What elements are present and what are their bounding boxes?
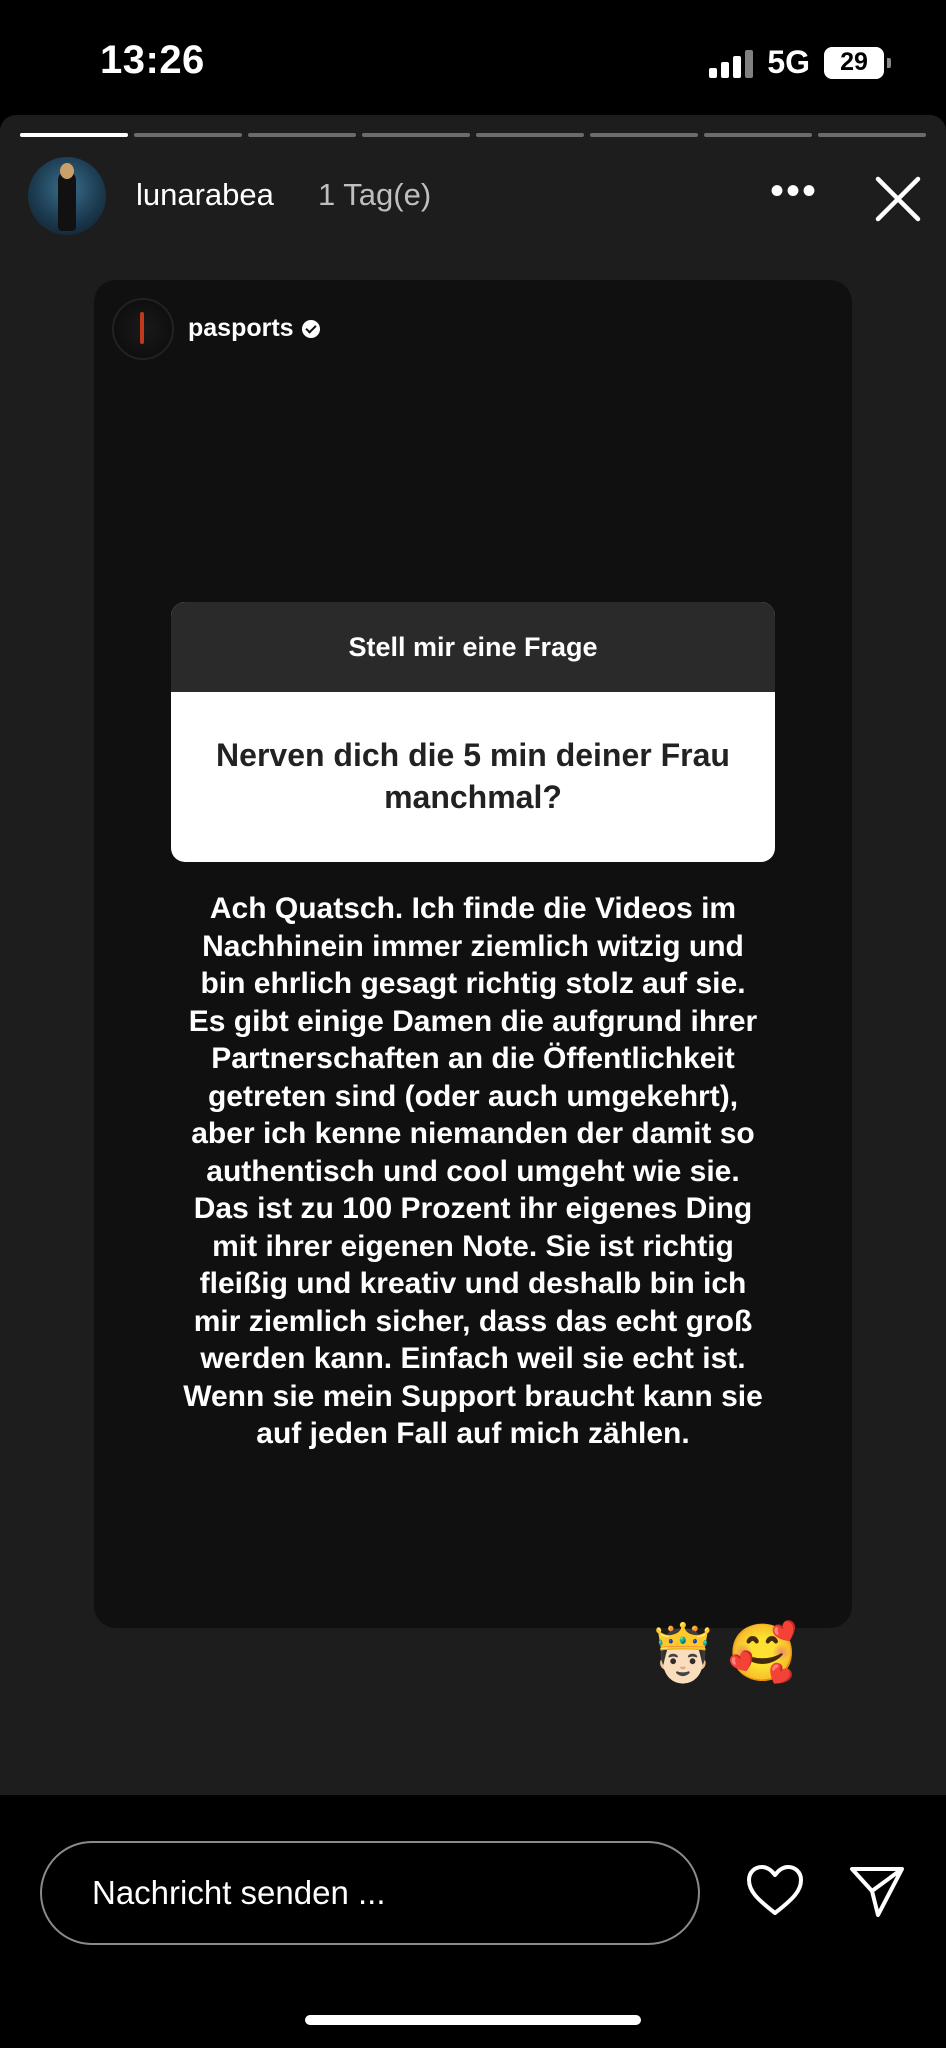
story-progress-segment <box>134 133 242 137</box>
message-input[interactable] <box>40 1841 700 1945</box>
close-icon[interactable] <box>872 173 924 225</box>
status-bar <box>0 0 946 115</box>
story-progress-bar <box>20 133 926 137</box>
battery-level: 29 <box>840 48 868 76</box>
heart-icon[interactable] <box>745 1863 805 1919</box>
question-sticker <box>171 602 775 862</box>
smiling-face-hearts-emoji: 🥰 <box>727 1621 798 1684</box>
home-indicator[interactable] <box>305 2015 641 2025</box>
signal-icon <box>709 48 753 78</box>
question-text: Nerven dich die 5 min deiner Frau manchmal? <box>216 737 730 815</box>
bottom-bar <box>0 1795 946 2048</box>
story-progress-segment <box>476 133 584 137</box>
shared-post-username: pasports <box>188 314 294 342</box>
story-progress-segment <box>818 133 926 137</box>
story-viewer[interactable] <box>0 115 946 1795</box>
story-progress-segment <box>590 133 698 137</box>
answer-text: Ach Quatsch. Ich finde die Videos im Nachhinein immer ziemlich witzig und bin ehrlich gesagt richtig stolz auf sie. Es gibt einige Damen die aufgrund ihrer Partnerschaften an die Öffentlichkeit getreten sind (oder auch umgekehrt), aber ich kenne niemanden der damit so authentisch und cool umgeht wie sie. Das ist zu 100 Prozent ihr eigenes Ding mit ihrer eigenen Note. Sie ist richtig fleißig und kreativ und deshalb bin ich mir ziemlich sicher, dass das echt groß werden kann. Einfach weil sie echt ist. Wenn sie mein Support braucht kann sie auf jeden Fall auf mich zählen. <box>183 892 763 1450</box>
shared-post-avatar <box>112 298 174 360</box>
author-avatar[interactable] <box>28 157 106 235</box>
status-indicators <box>709 44 884 81</box>
verified-badge-icon <box>302 320 320 338</box>
prince-emoji: 🤴🏻 <box>648 1621 718 1684</box>
send-icon[interactable] <box>848 1863 906 1919</box>
more-horizontal-icon[interactable]: ••• <box>770 169 819 213</box>
shared-post-card[interactable] <box>94 280 852 1628</box>
message-placeholder: Nachricht senden ... <box>92 1874 386 1911</box>
network-type: 5G <box>767 44 810 80</box>
author-username[interactable]: lunarabea <box>136 177 274 212</box>
status-time: 13:26 <box>100 38 205 82</box>
story-progress-segment <box>704 133 812 137</box>
battery-icon <box>824 47 884 79</box>
story-reactions <box>648 1621 798 1684</box>
story-time-ago: 1 Tag(e) <box>318 177 432 212</box>
story-progress-segment <box>248 133 356 137</box>
question-sticker-header: Stell mir eine Frage <box>171 602 775 692</box>
shared-post-user <box>188 314 320 343</box>
story-progress-segment <box>20 133 128 137</box>
story-progress-fill <box>20 133 128 137</box>
story-progress-segment <box>362 133 470 137</box>
